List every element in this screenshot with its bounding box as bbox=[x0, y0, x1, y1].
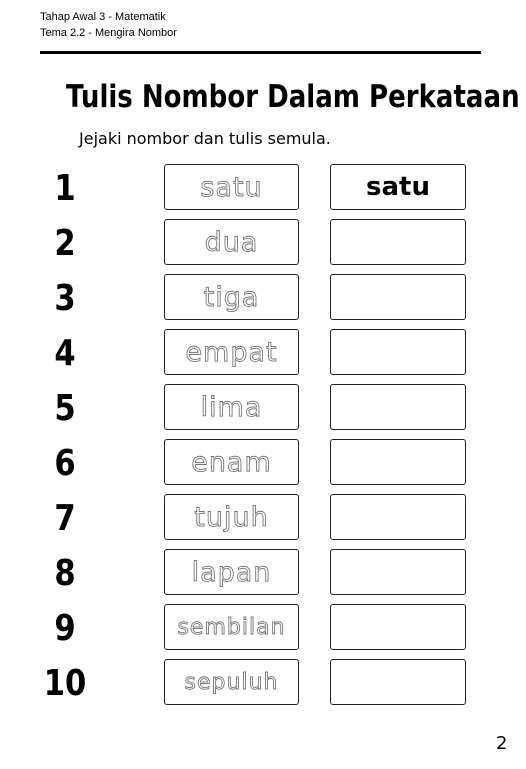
answer-box[interactable] bbox=[330, 384, 466, 430]
number-row bbox=[0, 439, 526, 489]
trace-word: empat bbox=[185, 336, 278, 368]
trace-box bbox=[164, 329, 299, 375]
worksheet-instruction: Jejaki nombor dan tulis semula. bbox=[79, 129, 331, 148]
answer-box[interactable] bbox=[330, 659, 466, 705]
answer-box[interactable] bbox=[330, 274, 466, 320]
number-row bbox=[0, 494, 526, 544]
numeral: 8 bbox=[54, 553, 76, 594]
trace-box bbox=[164, 549, 299, 595]
trace-box bbox=[164, 274, 299, 320]
answer-box[interactable] bbox=[330, 494, 466, 540]
numeral: 3 bbox=[54, 278, 76, 319]
number-row bbox=[0, 604, 526, 654]
number-row bbox=[0, 384, 526, 434]
trace-word: satu bbox=[200, 171, 263, 203]
trace-word: lapan bbox=[191, 556, 272, 588]
numeral: 1 bbox=[54, 168, 76, 209]
header-subject: Tahap Awal 3 - Matematik bbox=[40, 11, 166, 23]
number-row bbox=[0, 549, 526, 599]
numeral: 10 bbox=[43, 663, 87, 704]
trace-box bbox=[164, 494, 299, 540]
trace-word: tujuh bbox=[194, 501, 269, 533]
answer-box[interactable] bbox=[330, 439, 466, 485]
trace-box bbox=[164, 659, 299, 705]
answer-word: satu bbox=[366, 172, 430, 202]
trace-word: lima bbox=[200, 391, 263, 423]
number-row bbox=[0, 164, 526, 214]
number-row bbox=[0, 329, 526, 379]
trace-box bbox=[164, 164, 299, 210]
answer-box[interactable] bbox=[330, 219, 466, 265]
numeral: 2 bbox=[54, 223, 76, 264]
page-number: 2 bbox=[496, 733, 508, 754]
header-theme: Tema 2.2 - Mengira Nombor bbox=[40, 27, 177, 39]
trace-box bbox=[164, 604, 299, 650]
answer-box[interactable] bbox=[330, 549, 466, 595]
trace-word: tiga bbox=[203, 281, 260, 313]
numeral: 5 bbox=[54, 388, 76, 429]
worksheet-title: Tulis Nombor Dalam Perkataan bbox=[66, 79, 520, 115]
numeral: 9 bbox=[54, 608, 76, 649]
number-row bbox=[0, 274, 526, 324]
trace-box bbox=[164, 384, 299, 430]
trace-box bbox=[164, 439, 299, 485]
number-row bbox=[0, 659, 526, 709]
trace-box bbox=[164, 219, 299, 265]
number-row bbox=[0, 219, 526, 269]
trace-word: dua bbox=[204, 226, 259, 258]
answer-box[interactable] bbox=[330, 164, 466, 210]
header-divider bbox=[40, 51, 481, 54]
trace-word: enam bbox=[191, 446, 272, 478]
numeral: 6 bbox=[54, 443, 76, 484]
answer-box[interactable] bbox=[330, 604, 466, 650]
trace-word: sepuluh bbox=[184, 669, 279, 695]
numeral: 4 bbox=[54, 333, 76, 374]
answer-box[interactable] bbox=[330, 329, 466, 375]
numeral: 7 bbox=[54, 498, 76, 539]
trace-word: sembilan bbox=[177, 614, 286, 640]
